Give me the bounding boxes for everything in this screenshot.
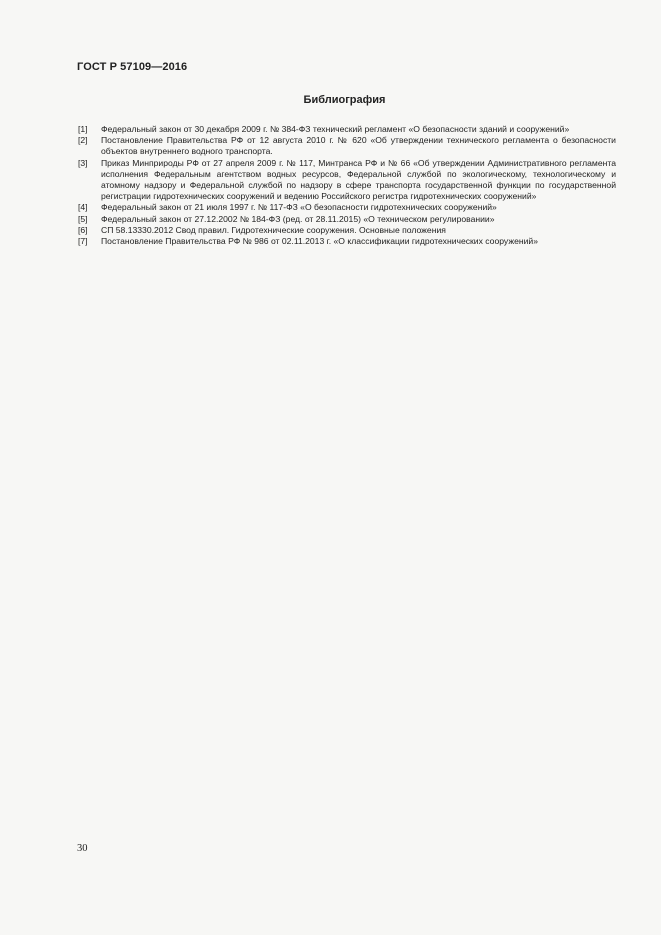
bibliography-item-number: [6]: [78, 224, 88, 235]
bibliography-item: [78, 124, 616, 135]
bibliography-item-text: СП 58.13330.2012 Свод правил. Гидротехнические сооружения. Основные положения: [101, 224, 446, 235]
bibliography-item-text: Постановление Правительства РФ от 12 августа 2010 г. № 620 «Об утверждении технического регламента о безопасности объектов внутреннего водного транспорта.: [101, 135, 616, 157]
bibliography-item-number: [1]: [78, 124, 88, 134]
bibliography-list: [78, 124, 616, 247]
bibliography-item: [78, 236, 616, 247]
bibliography-item-number: [5]: [78, 213, 88, 224]
bibliography-item: [78, 225, 616, 236]
bibliography-item-text: Федеральный закон от 21 июля 1997 г. № 117-ФЗ «О безопасности гидротехнических сооружений»: [101, 202, 497, 213]
bibliography-item-number: [7]: [78, 236, 88, 247]
bibliography-item: [78, 135, 616, 157]
bibliography-title: Библиография: [303, 94, 386, 106]
page-number: 30: [77, 843, 88, 854]
bibliography-item-text: Постановление Правительства РФ № 986 от 02.11.2013 г. «О классификации гидротехнических сооружений»: [101, 236, 538, 247]
standard-header: ГОСТ Р 57109—2016: [77, 61, 188, 73]
bibliography-item: [78, 202, 616, 213]
bibliography-item-text: Федеральный закон от 27.12.2002 № 184-ФЗ (ред. от 28.11.2015) «О техническом регулировании»: [101, 213, 495, 224]
bibliography-item-text: Приказ Минприроды РФ от 27 апреля 2009 г. № 117, Минтранса РФ и № 66 «Об утверждении Административного регламента исполнения Федеральным агентством водных ресурсов, Федеральной службой по экологическому, технологическому и атомному надзору и Федеральной службой по надзору в сфере транспорта государственной функции по государственной регистрации гидротехнических сооружений и ведению Российского регистра гидротехнических сооружений»: [101, 157, 616, 202]
bibliography-item-number: [2]: [78, 135, 88, 146]
bibliography-item: [78, 158, 616, 203]
bibliography-item-number: [3]: [78, 157, 88, 168]
bibliography-item-text: Федеральный закон от 30 декабря 2009 г. № 384-ФЗ технический регламент «О безопасности зданий и сооружений»: [101, 124, 570, 134]
bibliography-item-number: [4]: [78, 202, 88, 213]
bibliography-item: [78, 214, 616, 225]
